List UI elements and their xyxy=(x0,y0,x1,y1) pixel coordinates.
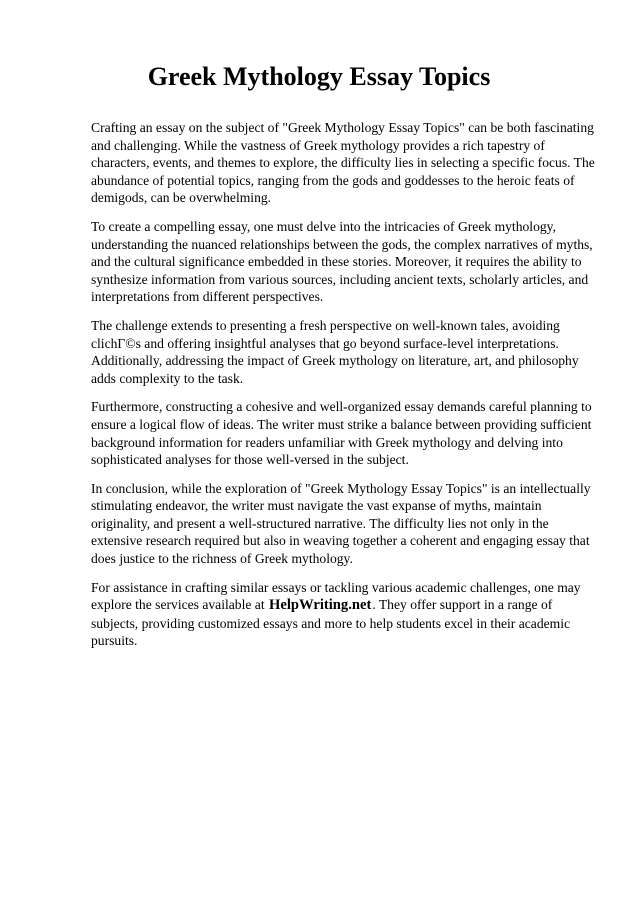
paragraph-6-after-link: . They offer support in a range of subjects, providing customized essays and more to help students excel in their academic pursuits. xyxy=(91,597,571,649)
helpwriting-link[interactable]: HelpWriting.net xyxy=(269,597,372,614)
document-body xyxy=(91,119,601,661)
document-title: Greek Mythology Essay Topics xyxy=(147,62,491,91)
paragraph-6-before-link: For assistance in crafting similar essays or tackling various academic challenges, one may explore the services available at xyxy=(91,579,581,613)
paragraph-6 xyxy=(91,579,601,650)
paragraph-5: In conclusion, while the exploration of "Greek Mythology Essay Topics" is an intellectually stimulating endeavor, the writer must navigate the vast expanse of myths, maintain originality, and present a well-structured narrative. The difficulty lies not only in the extensive research required but also in weaving together a coherent and engaging essay that does justice to the richness of Greek mythology. xyxy=(91,480,591,567)
paragraph-1: Crafting an essay on the subject of "Greek Mythology Essay Topics" can be both fascinating and challenging. While the vastness of Greek mythology provides a rich tapestry of characters, events, and themes to explore, the difficulty lies in selecting a specific focus. The abundance of potential topics, ranging from the gods and goddesses to the heroic feats of demigods, can be overwhelming. xyxy=(91,120,595,206)
paragraph-2: To create a compelling essay, one must delve into the intricacies of Greek mythology, understanding the nuanced relationships between the gods, the complex narratives of myths, and the cultural significance embedded in these stories. Moreover, it requires the ability to synthesize information from various sources, including ancient texts, scholarly articles, and interpretations from different perspectives. xyxy=(91,218,593,305)
paragraph-4: Furthermore, constructing a cohesive and well-organized essay demands careful planning to ensure a logical flow of ideas. The writer must strike a balance between providing sufficient background information for readers unfamiliar with Greek mythology and delving into sophisticated analyses for those well-versed in the subject. xyxy=(91,399,592,468)
paragraph-3: The challenge extends to presenting a fresh perspective on well-known tales, avoiding clichГ©s and offering insightful analyses that go beyond surface-level interpretations. Additionally, addressing the impact of Greek mythology on literature, art, and philosophy adds complexity to the task. xyxy=(91,317,579,386)
